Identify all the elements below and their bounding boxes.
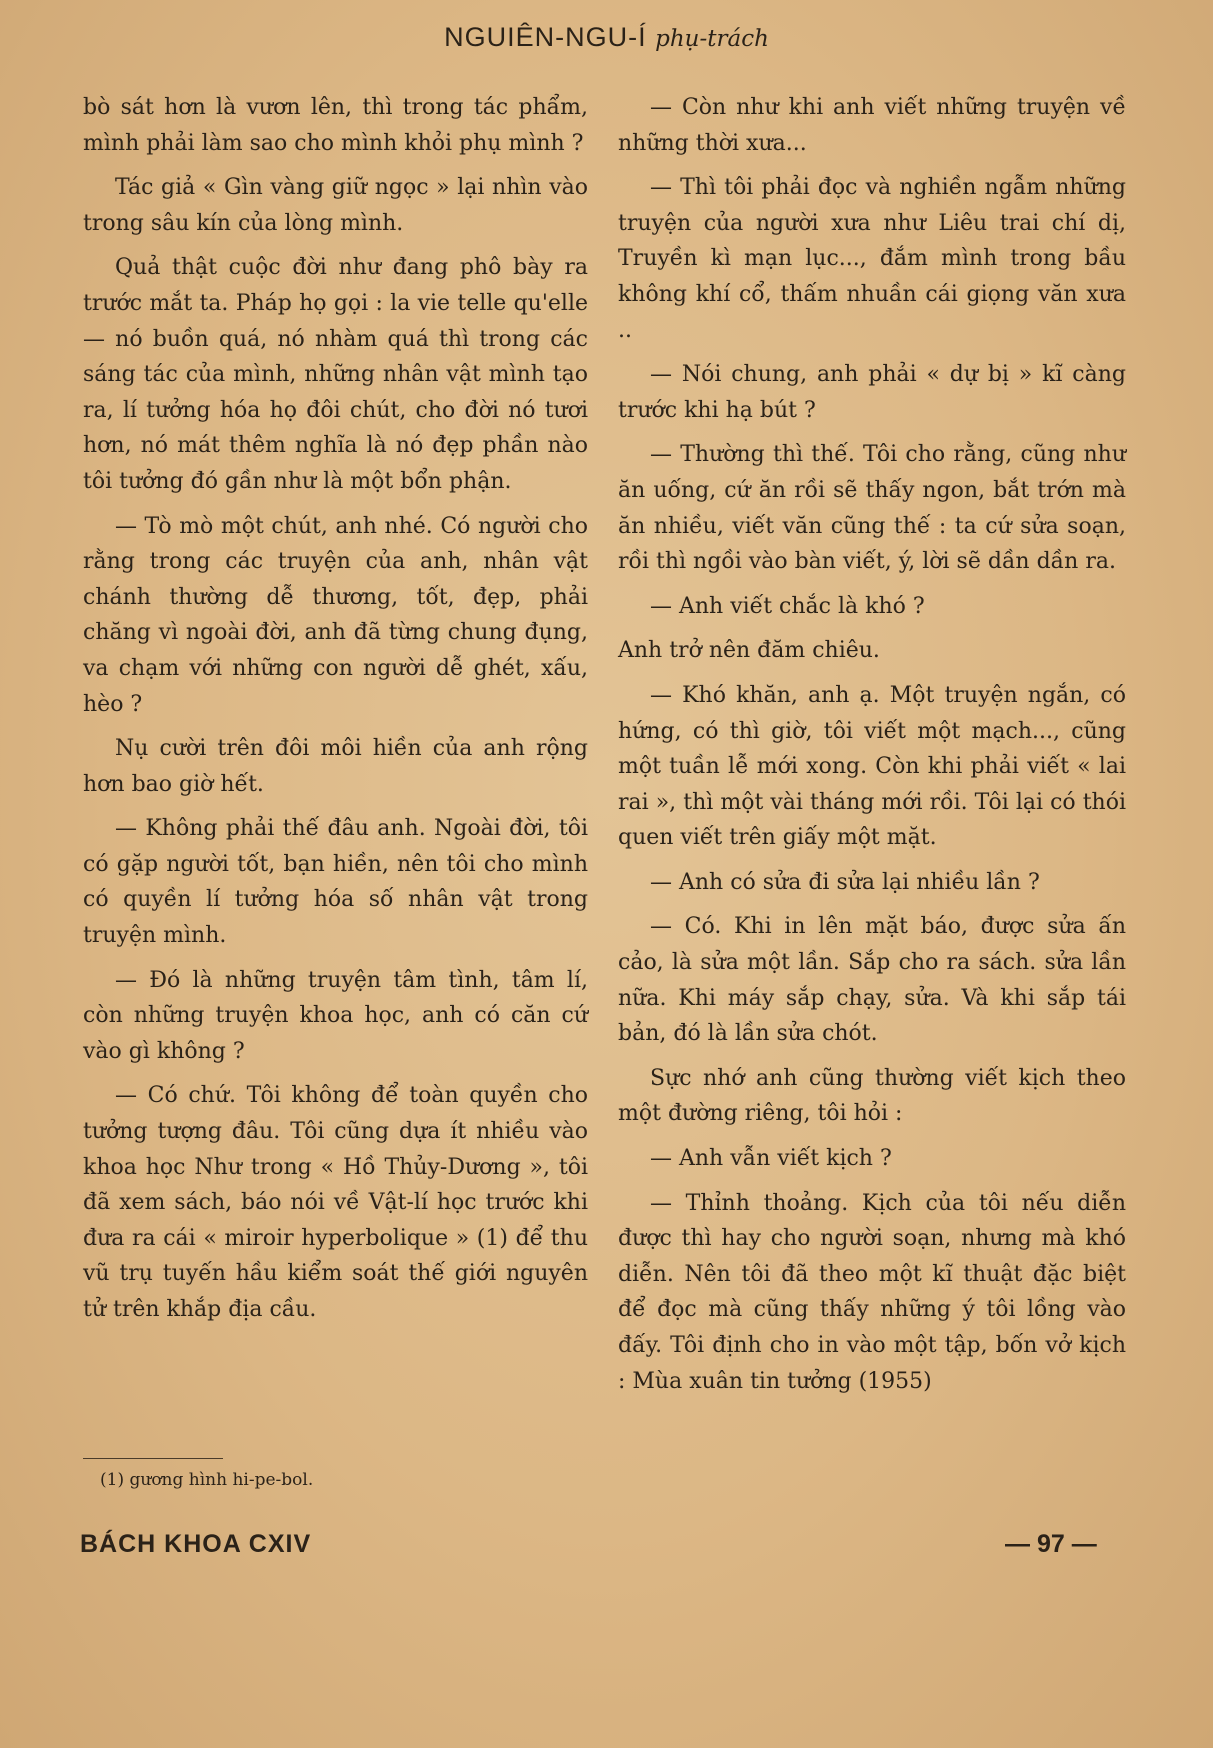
- paragraph: — Thì tôi phải đọc và nghiền ngẫm những truyện của người xưa như Liêu trai chí dị, Truyền kì mạn lục..., đắm mình trong bầu không khí cổ, thấm nhuần cái giọng văn xưa ..: [618, 175, 1126, 343]
- paragraph: Quả thật cuộc đời như đang phô bày ra trước mắt ta. Pháp họ gọi : la vie telle qu'elle — nó buồn quá, nó nhàm quá thì trong các sáng tác của mình, những nhân vật mình tạo ra, lí tưởng hóa họ đôi chút, cho đời nó tươi hơn, nó mát thêm nghĩa là nó đẹp phần nào tôi tưởng đó gần như là một bổn phận.: [83, 255, 588, 494]
- page-number: — 97 —: [1005, 1530, 1097, 1558]
- paragraph: — Còn như khi anh viết những truyện về những thời xưa...: [618, 95, 1126, 156]
- paragraph: — Anh có sửa đi sửa lại nhiều lần ?: [650, 869, 1040, 895]
- paragraph: — Anh vẫn viết kịch ?: [650, 1146, 892, 1172]
- right-column: [618, 90, 1126, 1408]
- paragraph: — Đó là những truyện tâm tình, tâm lí, còn những truyện khoa học, anh có căn cứ vào gì không ?: [83, 967, 588, 1064]
- header-title: NGUIÊN-NGU-Í: [444, 22, 647, 52]
- paragraph: — Nói chung, anh phải « dự bị » kĩ càng trước khi hạ bút ?: [618, 362, 1126, 423]
- paragraph: — Có chứ. Tôi không để toàn quyền cho tưởng tượng đâu. Tôi cũng dựa ít nhiều vào khoa học Như trong « Hồ Thủy-Dương », tôi đã xem sách, báo nói về Vật-lí học trước khi đưa ra cái « miroir hyperbolique » (1) để thu vũ trụ tuyến hầu kiểm soát thế giới nguyên tử trên khắp địa cầu.: [83, 1083, 588, 1322]
- paragraph: Nụ cười trên đôi môi hiền của anh rộng hơn bao giờ hết.: [83, 736, 588, 797]
- paragraph: Tác giả « Gìn vàng giữ ngọc » lại nhìn vào trong sâu kín của lòng mình.: [83, 175, 588, 236]
- paragraph: — Thường thì thế. Tôi cho rằng, cũng như ăn uống, cứ ăn rồi sẽ thấy ngon, bắt trớn mà ăn nhiều, viết văn cũng thế : ta cứ sửa soạn, rồi thì ngồi vào bàn viết, ý, lời sẽ dần dần ra.: [618, 442, 1126, 575]
- header-subtitle: phụ-trách: [655, 26, 769, 52]
- paragraph: — Tò mò một chút, anh nhé. Có người cho rằng trong các truyện của anh, nhân vật chánh thường dễ thương, tốt, đẹp, phải chăng vì ngoài đời, anh đã từng chung đụng, va chạm với những con người dễ ghét, xấu, hèo ?: [83, 513, 588, 717]
- paragraph: — Anh viết chắc là khó ?: [650, 593, 925, 619]
- paragraph: — Thỉnh thoảng. Kịch của tôi nếu diễn được thì hay cho người soạn, nhưng mà khó diễn. Nên tôi đã theo một kĩ thuật đặc biệt để đọc mà cũng thấy những ý tôi lồng vào đấy. Tôi định cho in vào một tập, bốn vở kịch : Mùa xuân tin tưởng (1955): [618, 1190, 1126, 1394]
- footnote-divider: [83, 1458, 223, 1459]
- footnote: (1) gương hình hi-pe-bol.: [100, 1470, 314, 1490]
- paragraph: — Khó khăn, anh ạ. Một truyện ngắn, có hứng, có thì giờ, tôi viết một mạch..., cũng một tuần lễ mới xong. Còn khi phải viết « lai rai », thì một vài tháng mới rồi. Tôi lại có thói quen viết trên giấy một mặt.: [618, 682, 1126, 851]
- paragraph: bò sát hơn là vươn lên, thì trong tác phẩm, mình phải làm sao cho mình khỏi phụ mình ?: [83, 95, 588, 156]
- paragraph: Sực nhớ anh cũng thường viết kịch theo một đường riêng, tôi hỏi :: [618, 1065, 1126, 1127]
- paragraph: — Có. Khi in lên mặt báo, được sửa ấn cảo, là sửa một lần. Sắp cho ra sách. sửa lần nữa. Khi máy sắp chạy, sửa. Và khi sắp tái bản, đó là lần sửa chót.: [618, 914, 1126, 1047]
- paragraph: Anh trở nên đăm chiêu.: [618, 638, 880, 664]
- paragraph: — Không phải thế đâu anh. Ngoài đời, tôi có gặp người tốt, bạn hiền, nên tôi cho mình có quyền lí tưởng hóa số nhân vật trong truyện mình.: [83, 816, 588, 949]
- running-header: [0, 22, 1213, 53]
- footer-publication: BÁCH KHOA CXIV: [80, 1530, 312, 1558]
- left-column: [83, 90, 588, 1337]
